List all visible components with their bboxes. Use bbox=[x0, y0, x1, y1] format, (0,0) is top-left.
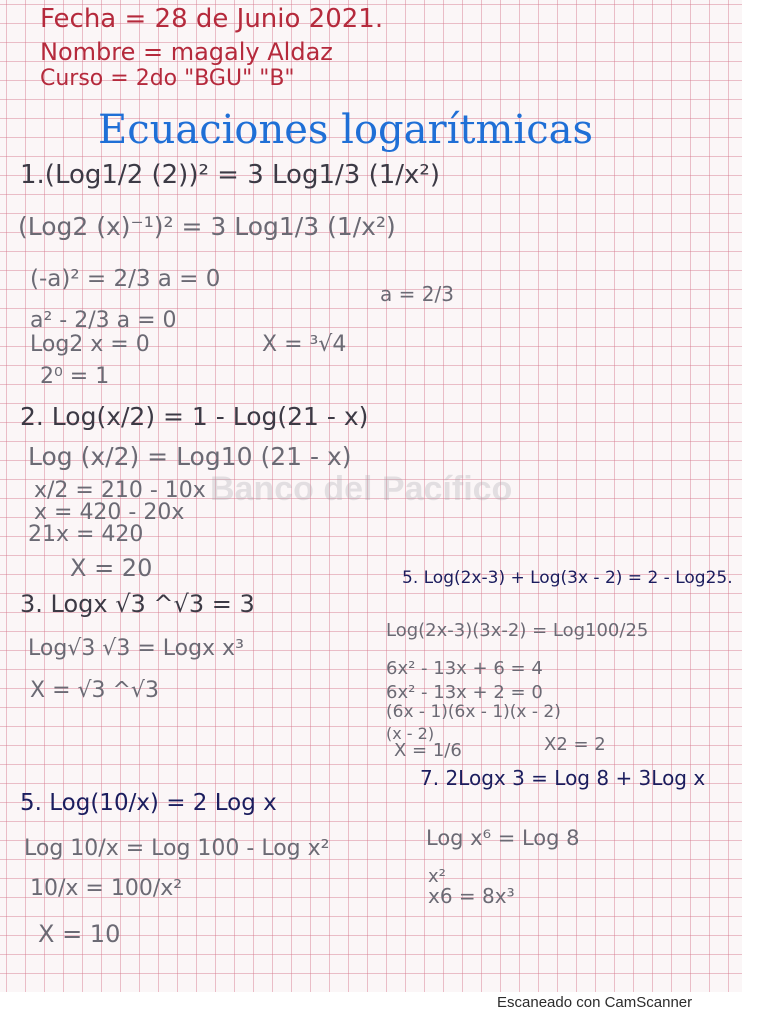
exercise-7-problem: 7. 2Logx 3 = Log 8 + 3Log x bbox=[420, 766, 706, 790]
exercise-7-step: x6 = 8x³ bbox=[428, 884, 515, 908]
exercise-7-step: Log x⁶ = Log 8 bbox=[426, 826, 580, 850]
header-date: Fecha = 28 de Junio 2021. bbox=[40, 4, 384, 34]
exercise-2-step: x/2 = 210 - 10x bbox=[34, 478, 206, 503]
exercise-5a-step: Log(2x-3)(3x-2) = Log100/25 bbox=[386, 620, 649, 641]
exercise-5a-step: (x - 2) bbox=[386, 724, 435, 743]
scanner-footer: Escaneado con CamScanner bbox=[497, 994, 693, 1011]
exercise-5b-problem: 5. Log(10/x) = 2 Log x bbox=[20, 790, 277, 816]
exercise-2-step: 21x = 420 bbox=[28, 522, 144, 547]
exercise-3-step: Log√3 √3 = Logx x³ bbox=[28, 636, 244, 661]
header-name: Nombre = magaly Aldaz bbox=[40, 38, 333, 66]
exercise-5a-step: (6x - 1)(6x - 1)(x - 2) bbox=[386, 702, 561, 722]
watermark-text: Banco del Pacífico bbox=[210, 470, 513, 508]
exercise-1-step: 2⁰ = 1 bbox=[40, 364, 110, 389]
exercise-3-problem: 3. Logx √3 ^√3 = 3 bbox=[20, 590, 255, 618]
exercise-1-step: (Log2 (x)⁻¹)² = 3 Log1/3 (1/x²) bbox=[18, 212, 396, 241]
exercise-2-problem: 2. Log(x/2) = 1 - Log(21 - x) bbox=[20, 402, 369, 431]
exercise-5b-step: 10/x = 100/x² bbox=[30, 876, 183, 901]
exercise-5b-step: X = 10 bbox=[38, 920, 121, 948]
exercise-5a-solution: X2 = 2 bbox=[544, 734, 606, 755]
header-course: Curso = 2do "BGU" "B" bbox=[40, 66, 295, 91]
exercise-2-step: Log (x/2) = Log10 (21 - x) bbox=[28, 442, 352, 471]
exercise-5a-step: 6x² - 13x + 6 = 4 bbox=[386, 658, 543, 679]
exercise-3-step: X = √3 ^√3 bbox=[30, 678, 159, 703]
exercise-1-aside: a = 2/3 bbox=[380, 282, 454, 306]
exercise-5b-step: Log 10/x = Log 100 - Log x² bbox=[24, 836, 330, 861]
exercise-7-step: x² bbox=[428, 866, 446, 887]
exercise-5a-problem: 5. Log(2x-3) + Log(3x - 2) = 2 - Log25. bbox=[402, 568, 733, 588]
exercise-5a-solution: X = 1/6 bbox=[394, 740, 462, 761]
exercise-5a-step: 6x² - 13x + 2 = 0 bbox=[386, 682, 543, 703]
exercise-1-problem: 1.(Log1/2 (2))² = 3 Log1/3 (1/x²) bbox=[20, 160, 440, 190]
exercise-2-step: x = 420 - 20x bbox=[34, 500, 185, 525]
exercise-1-step: Log2 x = 0 bbox=[30, 332, 150, 357]
exercise-2-step: X = 20 bbox=[70, 554, 153, 582]
exercise-1-step: (-a)² = 2/3 a = 0 bbox=[30, 266, 221, 292]
page-title: Ecuaciones logarítmicas bbox=[98, 107, 593, 153]
exercise-1-aside: X = ³√4 bbox=[262, 332, 347, 357]
exercise-1-step: a² - 2/3 a = 0 bbox=[30, 308, 177, 333]
